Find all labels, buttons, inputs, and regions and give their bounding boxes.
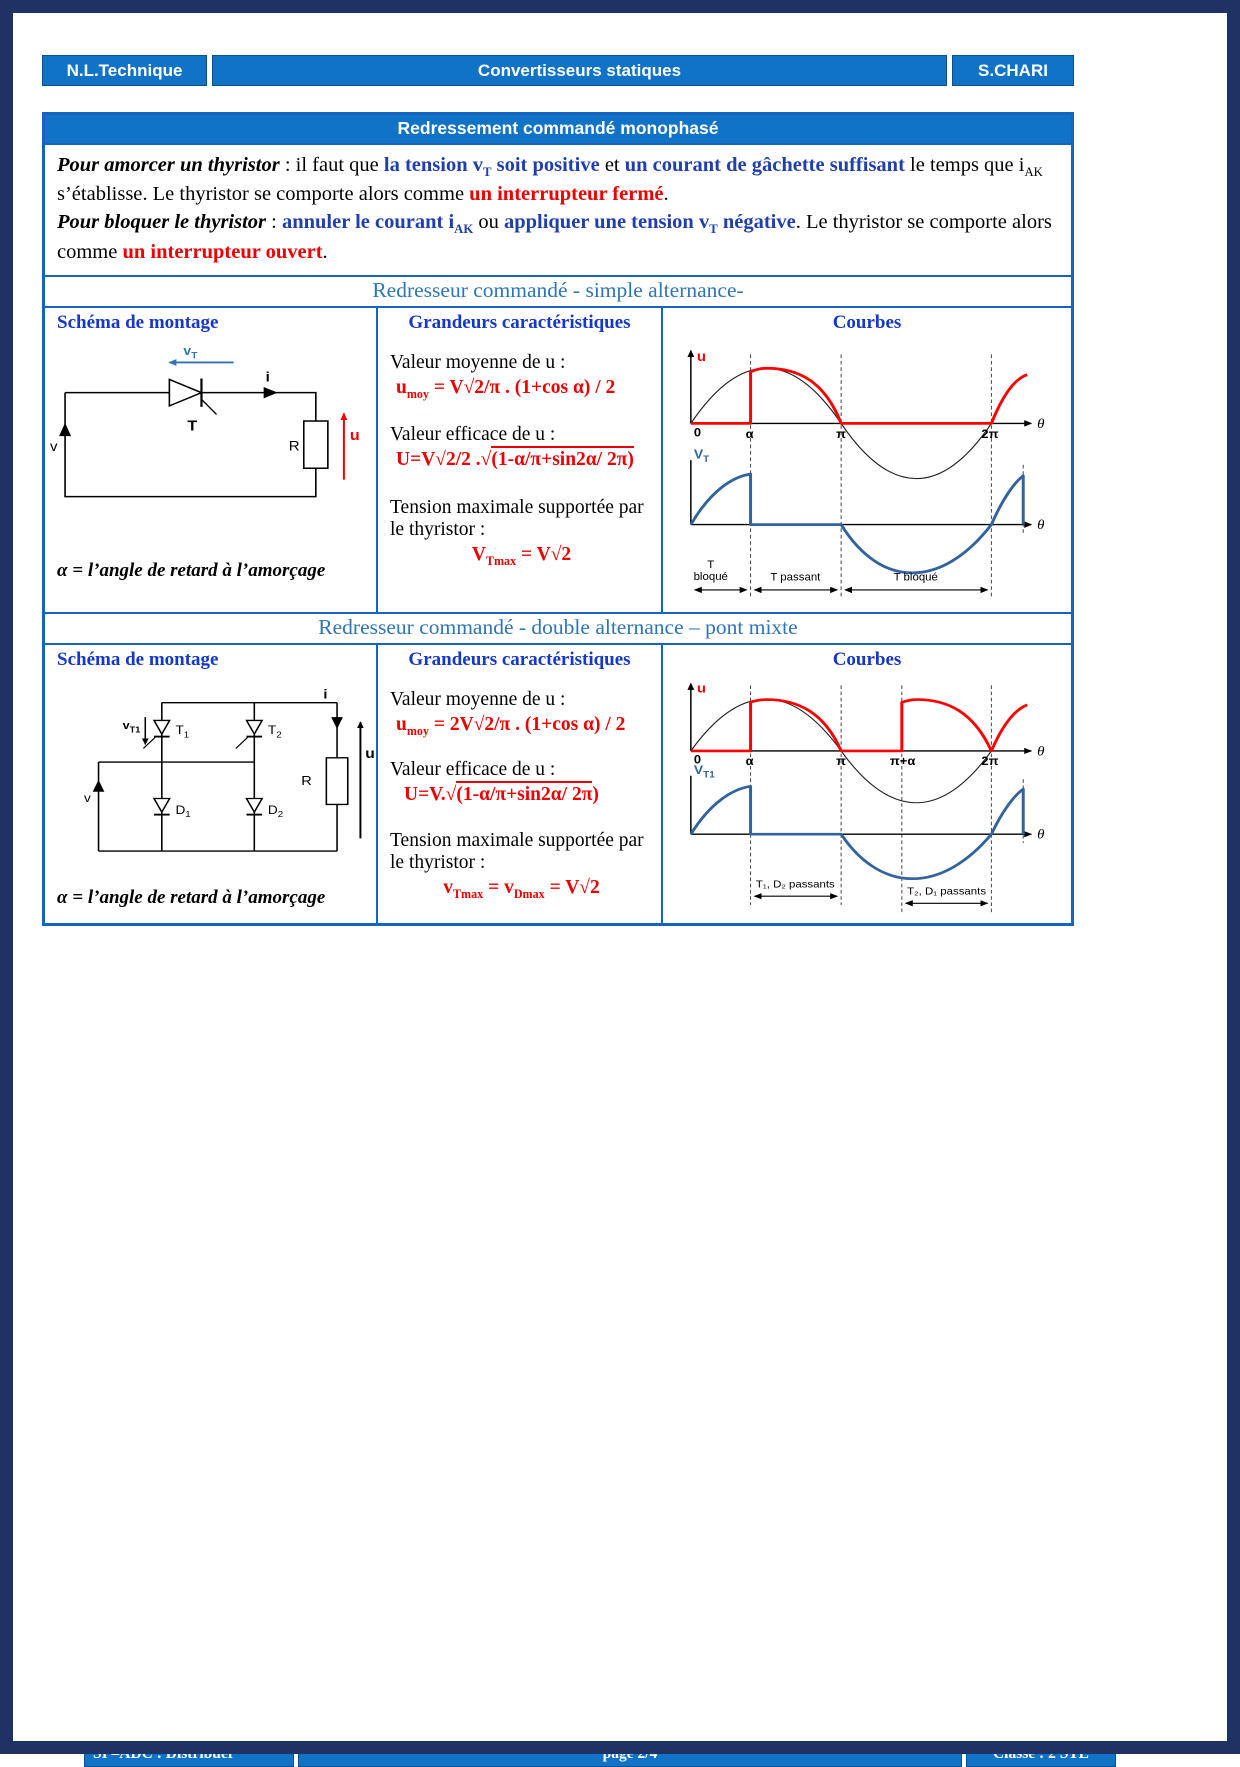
section1-curves-header: Courbes	[832, 312, 902, 334]
formula-symbol: V	[471, 544, 486, 566]
intro-text-segment: s’établisse. Le thyristor se comporte alors comme	[57, 183, 470, 206]
intro-text-segment: et	[599, 154, 625, 176]
formula-symbol: u	[396, 714, 407, 736]
thyristor-label: T	[187, 418, 198, 435]
intro-red-segment: un interrupteur fermé	[469, 183, 664, 206]
rms-value-formula	[396, 449, 653, 471]
section1-grandeurs-column	[376, 308, 661, 612]
svg-text:T₁, D₂ passants: T₁, D₂ passants	[755, 879, 835, 891]
vt1-axis-label: $V_{T1}$	[693, 763, 715, 780]
intro-lead-1: Pour amorcer un thyristor	[57, 154, 280, 176]
svg-text:2π: 2π	[981, 755, 999, 769]
intro-text-segment: i	[1018, 154, 1025, 176]
vt-thyristor-voltage-curve	[691, 474, 1023, 573]
source-voltage-arrow	[59, 423, 71, 436]
theta-label-top: θ	[1037, 416, 1045, 433]
resistor-symbol	[326, 758, 347, 805]
intro-red-segment: un interrupteur ouvert	[122, 240, 323, 263]
diode-d1-symbol	[154, 799, 170, 815]
svg-text:π+α: π+α	[889, 755, 916, 769]
formula-subscript: moy	[406, 724, 429, 739]
alpha-caption: α = l’angle de retard à l’amorçage	[57, 887, 326, 909]
svg-text:T₂, D₁ passants: T₂, D₁ passants	[907, 886, 987, 898]
document-footer	[84, 1741, 1116, 1767]
vt1-thyristor-voltage-curve	[691, 787, 1023, 879]
thyristor-t2-symbol	[236, 721, 262, 749]
formula-subscript: moy	[406, 387, 429, 402]
waveforms-pont-mixte	[663, 673, 1071, 921]
theta-label-top: θ	[1037, 744, 1045, 760]
formula-expression: = V√2	[516, 544, 572, 566]
max-voltage-label: Tension maximale supportée par le thyristor :	[390, 830, 644, 874]
u-axes	[691, 684, 1031, 751]
svg-text:0: 0	[693, 753, 702, 767]
thyristor-symbol	[169, 379, 216, 415]
u-output-curve	[691, 369, 1027, 424]
alpha-caption: α = l’angle de retard à l’amorçage	[57, 560, 326, 582]
rms-value-label: Valeur efficace de u :	[390, 759, 556, 781]
intro-subscript: T	[709, 222, 718, 237]
formula-expression: )	[592, 784, 599, 806]
document-title: Redressement commandé monophasé	[45, 115, 1071, 145]
footer-reference: SI –ADC : Distribuer	[84, 1741, 294, 1767]
intro-text-segment: . Le thyristor se comporte alors comme	[57, 211, 1052, 263]
formula-symbol: v	[443, 877, 453, 899]
svg-text:π: π	[836, 428, 847, 442]
section2-title: Redresseur commandé - double alternance – pont mixte	[45, 614, 1071, 645]
intro-blue-segment: la tension v	[383, 154, 483, 176]
intro-text-segment: .	[663, 183, 669, 206]
source-voltage-arrow	[93, 780, 105, 792]
x-axis-tick-labels	[694, 426, 999, 441]
formula-subscript: Dmax	[513, 887, 545, 902]
max-voltage-formula	[390, 544, 653, 569]
intro-lead-2: Pour bloquer le thyristor	[57, 211, 267, 234]
mean-value-label: Valeur moyenne de u :	[390, 352, 566, 374]
intro-text-segment: :	[266, 211, 282, 234]
intro-text-segment: ou	[473, 211, 504, 234]
formula-subscript: Tmax	[453, 887, 484, 902]
section1-formulas	[378, 336, 661, 579]
intro-text-segment: le temps que	[904, 154, 1019, 176]
intro-blue-segment: un courant de gâchette suffisant	[624, 154, 905, 176]
conduction-region-arrows	[755, 897, 988, 904]
source-label: v	[83, 791, 91, 806]
svg-text:π: π	[836, 755, 847, 769]
u-label: u	[365, 747, 375, 762]
formula-expression: = V√2	[544, 877, 600, 899]
header-author: S.CHARI	[952, 55, 1074, 86]
max-voltage-formula	[390, 877, 653, 902]
vt-label: $v_T$	[183, 343, 198, 363]
u-axis-label: u	[696, 680, 706, 696]
section2-curves-column	[661, 645, 1071, 923]
conduction-region-labels	[756, 879, 987, 897]
conduction-region-labels	[694, 560, 938, 584]
current-label: i	[323, 687, 328, 702]
section2-schema-header: Schéma de montage	[57, 649, 219, 671]
intro-subscript: T	[483, 165, 492, 180]
intro-text-segment: : il faut que	[279, 154, 384, 176]
formula-radicand: (1-α/π+sin2α/ 2π	[456, 781, 592, 805]
resistor-symbol	[304, 421, 328, 468]
main-table	[42, 112, 1074, 926]
section1-curves-column	[661, 308, 1071, 612]
section2-grandeurs-column	[376, 645, 661, 923]
footer-page-number: page 2/4	[298, 1741, 962, 1767]
svg-text:T: T	[707, 559, 715, 572]
intro-blue-segment: annuler le courant i	[281, 211, 455, 234]
rms-value-label: Valeur efficace de u :	[390, 424, 556, 446]
page-content	[42, 55, 1090, 1762]
resistor-label: R	[288, 439, 300, 455]
source-label: v	[50, 440, 58, 456]
formula-expression: = 2V√2/π . (1+cos α) / 2	[429, 714, 626, 736]
svg-text:bloqué: bloqué	[693, 571, 728, 584]
section2-formulas	[378, 673, 661, 912]
intro-blue-segment: soit positive	[491, 154, 600, 176]
circuit-diagram-pont-mixte	[45, 673, 376, 885]
svg-text:2π: 2π	[981, 428, 999, 442]
section1-body	[45, 308, 1071, 614]
intro-block	[45, 145, 1071, 277]
intro-paragraph-1	[57, 152, 1059, 209]
intro-blue-segment: négative	[717, 211, 796, 234]
section1-title: Redresseur commandé - simple alternance-	[45, 277, 1071, 308]
rms-value-formula	[404, 784, 653, 806]
x-axis-tick-labels	[694, 753, 999, 768]
u-output-curve	[691, 700, 1027, 751]
formula-expression: U=V.√	[404, 784, 457, 806]
circuit-diagram-simple-alternance	[45, 336, 376, 558]
resistor-label: R	[301, 774, 312, 789]
formula-expression: = V√2/π . (1+cos α) / 2	[429, 377, 616, 399]
section2-curves-header: Courbes	[832, 649, 902, 671]
current-label: i	[265, 370, 270, 386]
intro-blue-segment: appliquer une tension v	[503, 211, 710, 234]
svg-text:T passant: T passant	[770, 572, 821, 585]
mean-value-formula	[396, 377, 653, 402]
theta-label-bottom: θ	[1037, 827, 1045, 843]
d2-label: $D_2$	[267, 803, 284, 820]
dashed-gridlines	[751, 355, 1024, 598]
vt-axes	[691, 461, 1031, 525]
t1-label: $T_1$	[175, 723, 190, 740]
formula-subscript: Tmax	[485, 554, 517, 569]
max-voltage-label: Tension maximale supportée par le thyristor :	[390, 497, 644, 541]
vt1-label: $v_{T1}$	[122, 719, 141, 735]
formula-expression: = v	[483, 877, 514, 899]
footer-class: Classe : 2 STE	[966, 1741, 1116, 1767]
svg-text:α: α	[745, 755, 754, 769]
section1-schema-header: Schéma de montage	[57, 312, 219, 334]
section2-schema-column	[45, 645, 376, 923]
section1-schema-column	[45, 308, 376, 612]
theta-label-bottom: θ	[1037, 518, 1045, 534]
intro-subscript: AK	[454, 222, 474, 237]
vt1-axes	[691, 776, 1031, 834]
section1-grandeurs-header: Grandeurs caractéristiques	[408, 312, 631, 334]
mean-value-label: Valeur moyenne de u :	[390, 689, 566, 711]
circuit-wires	[65, 393, 316, 497]
waveforms-simple-alternance	[663, 336, 1071, 612]
intro-paragraph-2	[57, 209, 1059, 266]
formula-symbol: u	[396, 377, 407, 399]
u-axis-label: u	[696, 349, 706, 366]
vt-axis-label: $V_T$	[693, 447, 710, 466]
u-axes	[691, 351, 1031, 424]
current-arrow	[331, 718, 343, 730]
formula-expression: U=V√2/2 .√	[396, 449, 492, 471]
formula-radicand: (1-α/π+sin2α/ 2π)	[491, 446, 634, 470]
thyristor-t1-symbol	[143, 721, 169, 749]
d1-label: $D_1$	[175, 803, 191, 820]
intro-text-segment: .	[322, 240, 328, 263]
intro-subscript: AK	[1024, 165, 1043, 180]
current-arrow	[264, 387, 278, 398]
header-course-title: Convertisseurs statiques	[212, 55, 947, 86]
section2-body	[45, 645, 1071, 923]
mean-value-formula	[396, 714, 653, 739]
header-school: N.L.Technique	[42, 55, 207, 86]
diode-d2-symbol	[247, 799, 263, 815]
u-label: u	[349, 427, 360, 445]
svg-text:α: α	[745, 428, 754, 442]
svg-text:0: 0	[693, 426, 702, 440]
document-header	[42, 55, 1074, 86]
t2-label: $T_2$	[267, 723, 282, 740]
svg-text:T bloqué: T bloqué	[893, 572, 938, 585]
section2-grandeurs-header: Grandeurs caractéristiques	[408, 649, 631, 671]
